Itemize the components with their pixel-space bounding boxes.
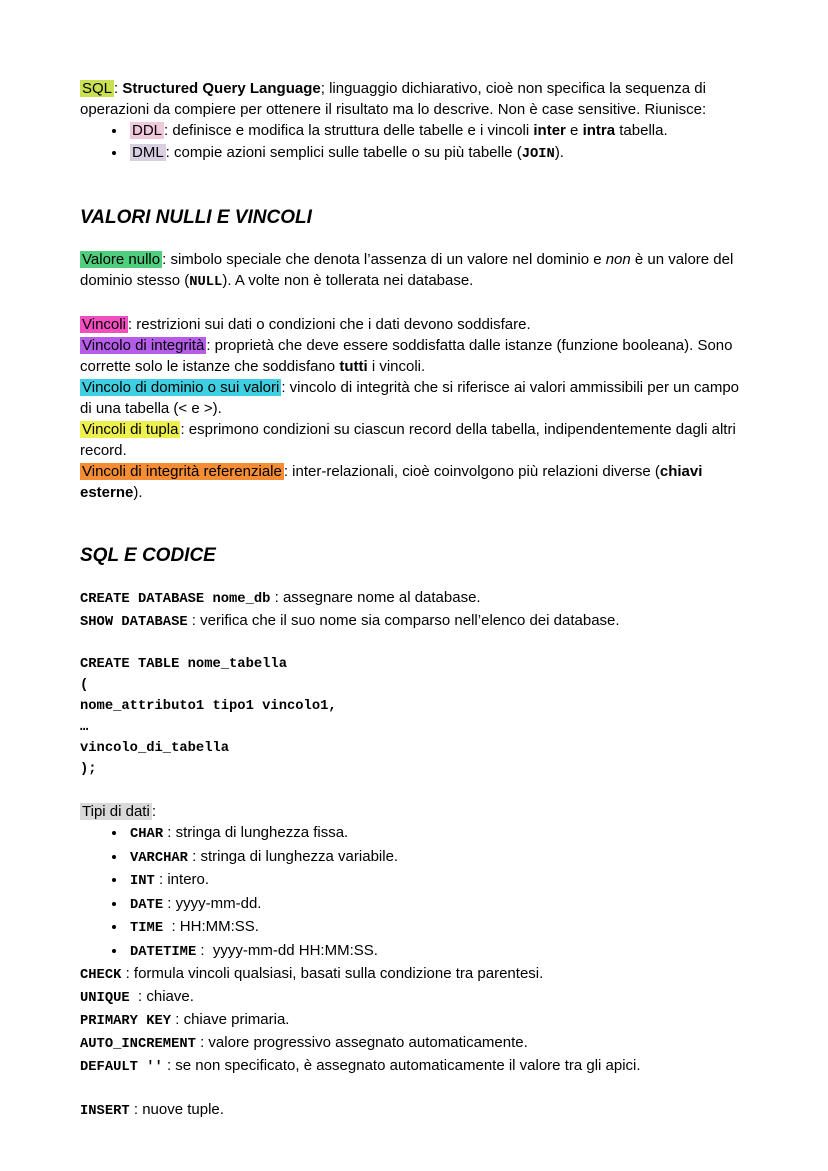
text-run: : inter-relazionali, cioè coinvolgono più relazioni diverse (	[283, 463, 660, 480]
code-line: );	[80, 762, 97, 777]
section-heading-sql-codice: SQL E CODICE	[80, 545, 216, 566]
inline-code-create-database: CREATE DATABASE nome_db	[80, 592, 271, 607]
text-run: : esprimono condizioni su ciascun record della tabella, indipendentemente dagli altri record.	[80, 421, 740, 459]
intro-bullet-list	[80, 120, 748, 165]
text-run: : chiave.	[129, 988, 194, 1005]
inline-code-int: INT	[130, 874, 155, 889]
highlight-term-valore-nullo: Valore nullo	[82, 251, 161, 268]
inline-code-join: JOIN	[521, 146, 555, 162]
inline-code-unique: UNIQUE	[80, 991, 130, 1006]
highlight-term-vincolo-dominio: Vincolo di dominio o sui valori	[82, 379, 280, 396]
tipi-di-dati-label	[80, 801, 748, 822]
text-run: : compie azioni semplici sulle tabelle o su più tabelle (	[165, 143, 522, 161]
definition-vincoli-referenziale	[80, 461, 748, 503]
inline-code-date: DATE	[130, 897, 164, 913]
highlight-term-vincolo-integrita: Vincolo di integrità	[82, 337, 205, 354]
definition-valore-nullo	[80, 249, 748, 293]
text-run-bold: tutti	[339, 358, 368, 375]
text-run: ; linguaggio dichiarativo, cioè non specifica la sequenza di operazioni da compiere per ottenere il risultato ma lo descrive. Non è case sensitive. Riunisce:	[80, 80, 711, 118]
create-table-code-block	[80, 654, 748, 780]
keyword-line-primary-key	[80, 1009, 748, 1032]
code-line: nome_attributo1 tipo1 vincolo1,	[80, 699, 337, 714]
keyword-line-insert	[80, 1099, 748, 1122]
text-run: :	[114, 80, 123, 97]
definition-vincolo-integrita	[80, 335, 748, 377]
highlight-term-sql: SQL	[82, 80, 113, 97]
text-run: : formula vincoli qualsiasi, basati sulla condizione tra parentesi.	[121, 965, 544, 982]
text-run: : HH:MM:SS.	[163, 918, 259, 935]
text-run: : intero.	[154, 871, 210, 888]
text-run: : restrizioni sui dati o condizioni che i dati devono soddisfare.	[127, 316, 531, 333]
text-run-bold: inter	[533, 122, 566, 139]
text-run: : definisce e modifica la struttura delle tabelle e i vincoli	[164, 122, 534, 139]
text-run: : proprietà che deve essere soddisfatta dalle istanze (funzione booleana). Sono corrette solo le istanze che soddisfano	[80, 337, 737, 375]
text-run: : verifica che il suo nome sia comparso nell’elenco dei database.	[187, 612, 620, 629]
highlight-term-dml: DML	[132, 143, 164, 161]
list-item-date	[127, 893, 748, 917]
code-line: (	[80, 678, 89, 693]
list-item-time	[127, 916, 748, 940]
keyword-line-check	[80, 963, 748, 986]
text-run-bold: intra	[582, 122, 616, 139]
inline-code-primary-key: PRIMARY KEY	[80, 1014, 172, 1029]
database-commands-block	[80, 587, 748, 633]
text-run: i vincoli.	[367, 358, 426, 375]
text-run: ).	[554, 143, 564, 161]
text-run: : simbolo speciale che denota l’assenza di un valore nel dominio e	[162, 251, 606, 268]
keyword-line-default	[80, 1055, 748, 1078]
text-run: : valore progressivo assegnato automaticamente.	[195, 1034, 528, 1051]
text-run: è un valore del dominio stesso (	[80, 251, 738, 289]
text-run: : stringa di lunghezza variabile.	[187, 847, 399, 865]
highlight-term-vincoli-referenziale: Vincoli di integrità referenziale	[82, 463, 282, 480]
list-item-char	[127, 822, 748, 846]
text-run: tabella.	[615, 122, 668, 139]
text-run: ). A volte non è tollerata nei database.	[222, 272, 474, 289]
text-run: ).	[133, 484, 143, 501]
highlight-term-tipi-di-dati: Tipi di dati	[82, 803, 150, 820]
definition-vincoli	[80, 314, 748, 335]
text-run-italic: non	[605, 251, 631, 268]
text-run-bold: Structured Query Language	[122, 80, 321, 97]
text-run: : stringa di lunghezza fissa.	[163, 824, 349, 841]
code-line: CREATE TABLE nome_tabella	[80, 657, 287, 672]
list-item-int	[127, 869, 748, 893]
text-run: : vincolo di integrità che si riferisce ai valori ammissibili per un campo di una tabella (< e >).	[80, 379, 744, 417]
inline-code-varchar: VARCHAR	[130, 850, 188, 866]
inline-code-show-database: SHOW DATABASE	[80, 615, 188, 630]
highlight-term-vincoli: Vincoli	[82, 316, 126, 333]
inline-code-auto-increment: AUTO_INCREMENT	[80, 1037, 196, 1052]
list-item-varchar	[127, 846, 748, 870]
keyword-line-auto-increment	[80, 1032, 748, 1055]
keyword-line-unique	[80, 986, 748, 1009]
list-item-datetime	[127, 940, 748, 964]
text-run: : se non specificato, è assegnato automaticamente il valore tra gli apici.	[162, 1057, 641, 1074]
command-line-show-database	[80, 610, 748, 633]
highlight-term-vincoli-tupla: Vincoli di tupla	[82, 421, 179, 438]
definition-vincoli-tupla	[80, 419, 748, 461]
code-line: …	[80, 720, 89, 735]
datatype-bullet-list	[80, 822, 748, 963]
text-run: : chiave primaria.	[171, 1011, 290, 1028]
text-run: : nuove tuple.	[129, 1101, 224, 1118]
inline-code-char: CHAR	[130, 827, 164, 842]
text-run: : assegnare nome al database.	[270, 589, 481, 606]
code-line: vincolo_di_tabella	[80, 741, 230, 756]
inline-code-time: TIME	[130, 921, 164, 936]
highlight-term-ddl: DDL	[132, 122, 163, 139]
inline-code-null: NULL	[189, 275, 223, 290]
list-item-dml	[127, 142, 748, 166]
text-run: : yyyy-mm-dd.	[163, 894, 262, 912]
definition-vincolo-dominio	[80, 377, 748, 419]
inline-code-insert: INSERT	[80, 1104, 130, 1119]
text-run: :	[151, 803, 156, 820]
vincoli-definitions-block	[80, 314, 748, 503]
list-item-ddl	[127, 120, 748, 142]
text-run: e	[565, 122, 583, 139]
inline-code-check: CHECK	[80, 968, 122, 983]
inline-code-datetime: DATETIME	[130, 944, 197, 960]
intro-paragraph	[80, 78, 748, 120]
text-run-bold: chiavi esterne	[80, 463, 707, 501]
inline-code-default: DEFAULT ''	[80, 1060, 163, 1075]
text-run: : yyyy-mm-dd HH:MM:SS.	[196, 941, 378, 959]
command-line-create-database	[80, 587, 748, 610]
keyword-definitions-block	[80, 963, 748, 1078]
section-heading-valori-nulli: VALORI NULLI E VINCOLI	[80, 207, 312, 228]
